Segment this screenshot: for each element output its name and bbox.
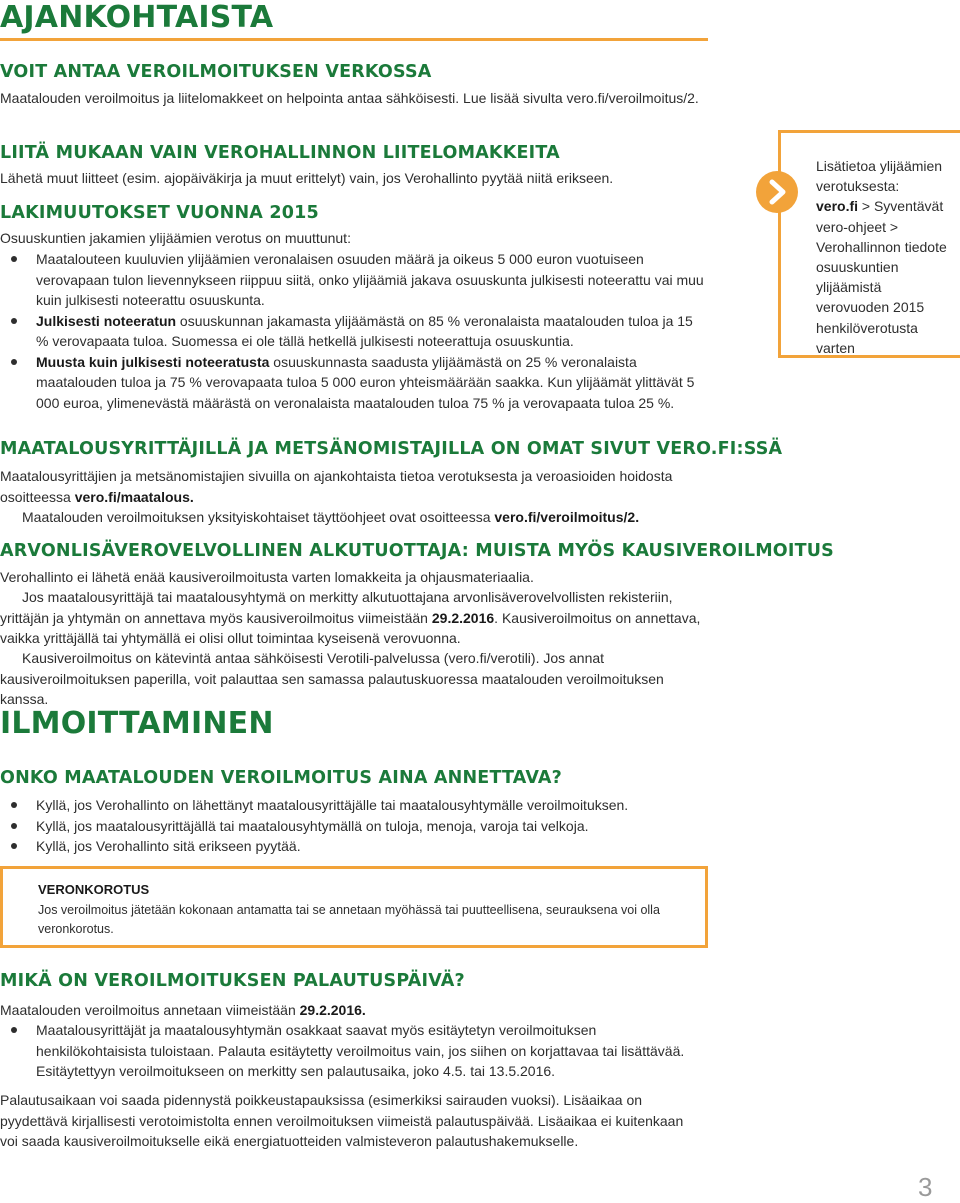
- chevron-right-icon: [756, 171, 798, 213]
- list-item-text: Kyllä, jos Verohallinto sitä erikseen pyytää.: [36, 838, 301, 854]
- list-item: [0, 249, 704, 311]
- page-title: AJANKOHTAISTA: [0, 0, 274, 35]
- paragraph-palautuspaiva-1: [0, 1000, 704, 1021]
- list-item-text: Kyllä, jos Verohallinto on lähettänyt maatalousyrittäjälle tai maatalousyhtymälle veroilmoituksen.: [36, 797, 629, 813]
- list-lakimuutokset: [0, 249, 704, 413]
- heading-ilmoittaminen: ILMOITTAMINEN: [0, 706, 274, 741]
- paragraph-omat-sivut-2: [0, 507, 704, 528]
- heading-verkossa: VOIT ANTAA VEROILMOITUKSEN VERKOSSA: [0, 62, 432, 82]
- sidebar-text: [816, 156, 956, 358]
- list-item: [0, 352, 704, 414]
- paragraph-alkutuottaja-2: [0, 587, 704, 649]
- list-item: [0, 836, 704, 857]
- heading-liitelomakkeet: LIITÄ MUKAAN VAIN VEROHALLINNON LIITELOMAKKEITA: [0, 143, 560, 163]
- paragraph-text: Maatalousyrittäjien ja metsänomistajien sivuilla on ajankohtaista tietoa verotuksesta ja veroasioiden hoidosta osoitteessa: [0, 468, 673, 505]
- list-item-text: Kyllä, jos maatalousyrittäjällä tai maatalousyhtymällä on tuloja, menoja, varoja tai velkoja.: [36, 817, 589, 834]
- callout-title: VERONKOROTUS: [38, 882, 150, 897]
- paragraph-palautuspaiva-2: Palautusaikaan voi saada pidennystä poikkeustapauksissa (esimerkiksi sairauden vuoksi). Lisäaikaa on pyydettävä kirjallisesti verotoimistolta ennen veroilmoituksen viimeistä palautuspäivää. Lisäaikaa ei kuitenkaan voi saada kausiveroilmoitukselle eikä energiatuotteiden valmisteveron palautushakemukselle.: [0, 1092, 684, 1149]
- list-item-text: Maatalouteen kuuluvien ylijäämien veronalaisen osuuden määrä ja oikeus 5 000 euron vuotuiseen verovapaan tulon lievennykseen riippuu siitä, onko ylijäämiä jakava osuuskunta julkisesti noteerattu vai muu kuin julkisesti noteerattu osuuskunta.: [36, 251, 704, 308]
- list-item: [0, 816, 704, 837]
- list-item-emphasis: Muusta kuin julkisesti noteeratusta: [36, 353, 270, 370]
- paragraph-omat-sivut-1: [0, 466, 704, 507]
- paragraph-alkutuottaja-3: Kausiveroilmoitus on kätevintä antaa sähköisesti Verotili-palvelussa (vero.fi/verotili). Jos annat kausiveroilmoituksen paperilla, voit palauttaa sen samassa palautuskuoressa maatalouden veroilmoituksen kanssa.: [0, 650, 664, 707]
- title-divider: [0, 38, 708, 41]
- list-item: [0, 311, 704, 352]
- list-item-text: Maatalousyrittäjät ja maatalousyhtymän osakkaat saavat myös esitäytetyn veroilmoituksen henkilökohtaisista tuloistaan. Palauta esitäytetty veroilmoitus vain, jos siihen on korjattavaa tai lisättävää. Esitäytettyyn veroilmoitukseen on merkitty sen palautusaika, joko 4.5. tai 13.5.2016.: [36, 1022, 685, 1079]
- callout-text: Jos veroilmoitus jätetään kokonaan antamatta tai se annetaan myöhässä tai puutteellisena, seurauksena voi olla veronkorotus.: [38, 903, 660, 936]
- paragraph-text: Maatalouden veroilmoituksen yksityiskohtaiset täyttöohjeet ovat osoitteessa: [22, 509, 495, 525]
- list-item: [0, 1020, 704, 1082]
- heading-aina-annettava: ONKO MAATALOUDEN VEROILMOITUS AINA ANNETTAVA?: [0, 768, 562, 788]
- paragraph-lakimuutokset-intro: Osuuskuntien jakamien ylijäämien verotus on muuttunut:: [0, 230, 351, 246]
- heading-omat-sivut: MAATALOUSYRITTÄJILLÄ JA METSÄNOMISTAJILLA ON OMAT SIVUT VERO.FI:SSÄ: [0, 439, 783, 459]
- list-item: [0, 795, 704, 816]
- paragraph-text: . Kausiveroilmoitus on annettava, vaikka yrittäjällä tai yhtymällä ei olisi ollut toimintaa kyseisenä verovuonna.: [0, 609, 701, 646]
- heading-lakimuutokset: LAKIMUUTOKSET VUONNA 2015: [0, 203, 319, 223]
- paragraph-text: Jos maatalousyrittäjä tai maatalousyhtymä on merkitty alkutuottajana arvonlisäverovelvollisten rekisteriin, yrittäjän ja yhtymän on annettava myös kausiveroilmoitus viimeistään: [0, 589, 673, 626]
- page-number: 3: [918, 1172, 933, 1202]
- list-item-text: osuuskunnan jakamasta ylijäämästä on 85 % veronalaista maatalouden tuloa ja 15 % verovapaata tuloa. Suomessa ei ole tällä hetkellä julkisesti noteerattuja osuuskuntia.: [36, 312, 693, 349]
- deadline-date: 29.2.2016.: [299, 1002, 366, 1018]
- sidebar-intro: Lisätietoa ylijäämien verotuksesta:: [816, 158, 943, 195]
- paragraph-text: Maatalouden veroilmoitus annetaan viimeistään: [0, 1002, 300, 1018]
- sidebar-path: > Syventävät vero-ohjeet > Verohallinnon tiedote osuuskuntien ylijäämistä verovuoden 2015 henkilöverotusta varten: [816, 198, 947, 356]
- list-item-text: osuuskunnasta saadusta ylijäämästä on 25 % veronalaista maatalouden tuloa ja 75 % verovapaata tuloa 5 000 euron yhteismäärään saakka. Kun ylijäämät ylittävät 5 000 euroa, ylimenevästä määrästä on veronalaista maatalouden tuloa 75 % ja verovapaata tuloa 25 %.: [36, 353, 695, 411]
- paragraph-alkutuottaja-1: Verohallinto ei lähetä enää kausiveroilmoitusta varten lomakkeita ja ohjausmateriaalia.: [0, 569, 534, 585]
- paragraph-liitelomakkeet: Lähetä muut liitteet (esim. ajopäiväkirja ja muut erittelyt) vain, jos Verohallinto pyytää niitä erikseen.: [0, 170, 614, 186]
- heading-alkutuottaja: ARVONLISÄVEROVELVOLLINEN ALKUTUOTTAJA: MUISTA MYÖS KAUSIVEROILMOITUS: [0, 541, 834, 561]
- paragraph-verkossa: Maatalouden veroilmoitus ja liitelomakkeet on helpointa antaa sähköisesti. Lue lisää sivulta vero.fi/veroilmoitus/2.: [0, 90, 699, 106]
- list-item-emphasis: Julkisesti noteeratun: [36, 312, 177, 329]
- heading-palautuspaiva: MIKÄ ON VEROILMOITUKSEN PALAUTUSPÄIVÄ?: [0, 971, 465, 991]
- link-vero-fi-veroilmoitus[interactable]: vero.fi/veroilmoitus/2.: [494, 509, 640, 525]
- deadline-date: 29.2.2016: [431, 609, 495, 626]
- link-vero-fi-maatalous[interactable]: vero.fi/maatalous.: [74, 488, 194, 505]
- list-aina-annettava: [0, 795, 704, 857]
- list-palautuspaiva: [0, 1020, 704, 1082]
- sidebar-link-vero-fi[interactable]: vero.fi: [816, 198, 859, 215]
